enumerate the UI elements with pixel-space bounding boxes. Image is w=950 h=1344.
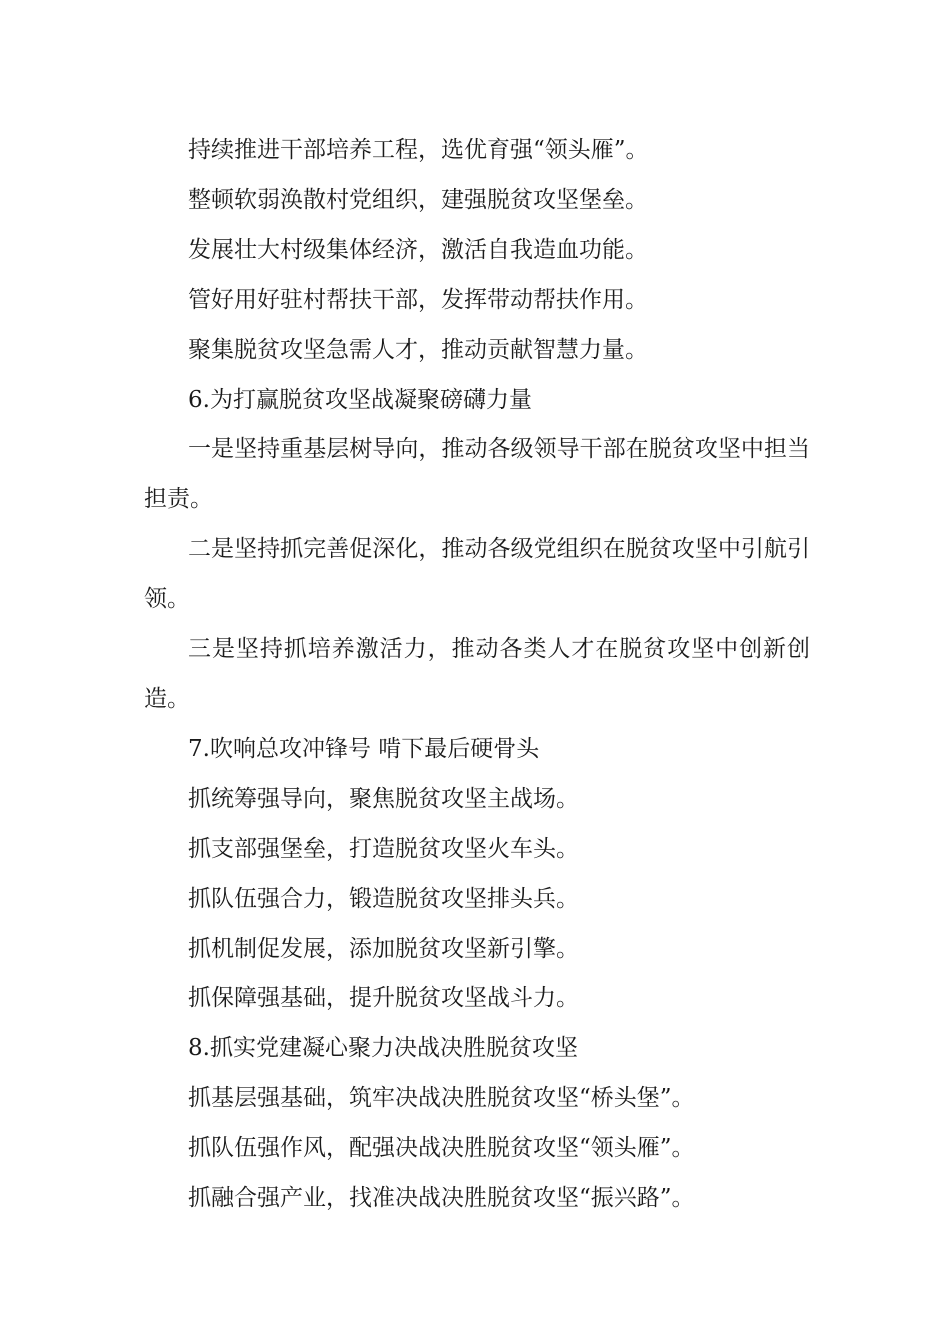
paragraph: 抓机制促发展，添加脱贫攻坚新引擎。 — [188, 935, 579, 962]
section-heading-7: 7.吹响总攻冲锋号 啃下最后硬骨头 — [188, 735, 540, 762]
paragraph: 一是坚持重基层树导向，推动各级领导干部在脱贫攻坚中担当担责。 — [144, 436, 810, 513]
paragraph: 聚集脱贫攻坚急需人才，推动贡献智慧力量。 — [188, 336, 648, 363]
section-heading-8: 8.抓实党建凝心聚力决战决胜脱贫攻坚 — [188, 1035, 578, 1062]
section-heading-6: 6.为打赢脱贫攻坚战凝聚磅礴力量 — [188, 386, 532, 413]
paragraph: 抓队伍强合力，锻造脱贫攻坚排头兵。 — [188, 885, 579, 912]
paragraph: 抓基层强基础，筑牢决战决胜脱贫攻坚“桥头堡”。 — [188, 1085, 695, 1112]
paragraph: 抓队伍强作风，配强决战决胜脱贫攻坚“领头雁”。 — [188, 1135, 695, 1162]
paragraph: 抓融合强产业，找准决战决胜脱贫攻坚“振兴路”。 — [188, 1185, 695, 1212]
document-body — [144, 126, 810, 1224]
paragraph: 抓统筹强导向，聚焦脱贫攻坚主战场。 — [188, 785, 579, 812]
paragraph: 整顿软弱涣散村党组织，建强脱贫攻坚堡垒。 — [188, 186, 648, 213]
paragraph: 抓支部强堡垒，打造脱贫攻坚火车头。 — [188, 835, 579, 862]
paragraph: 二是坚持抓完善促深化，推动各级党组织在脱贫攻坚中引航引领。 — [144, 536, 810, 613]
paragraph: 抓保障强基础，提升脱贫攻坚战斗力。 — [188, 985, 579, 1012]
paragraph: 持续推进干部培养工程，选优育强“领头雁”。 — [188, 137, 649, 163]
paragraph: 三是坚持抓培养激活力，推动各类人才在脱贫攻坚中创新创造。 — [144, 636, 810, 712]
paragraph: 管好用好驻村帮扶干部，发挥带动帮扶作用。 — [188, 286, 648, 313]
paragraph: 发展壮大村级集体经济，激活自我造血功能。 — [188, 236, 648, 263]
